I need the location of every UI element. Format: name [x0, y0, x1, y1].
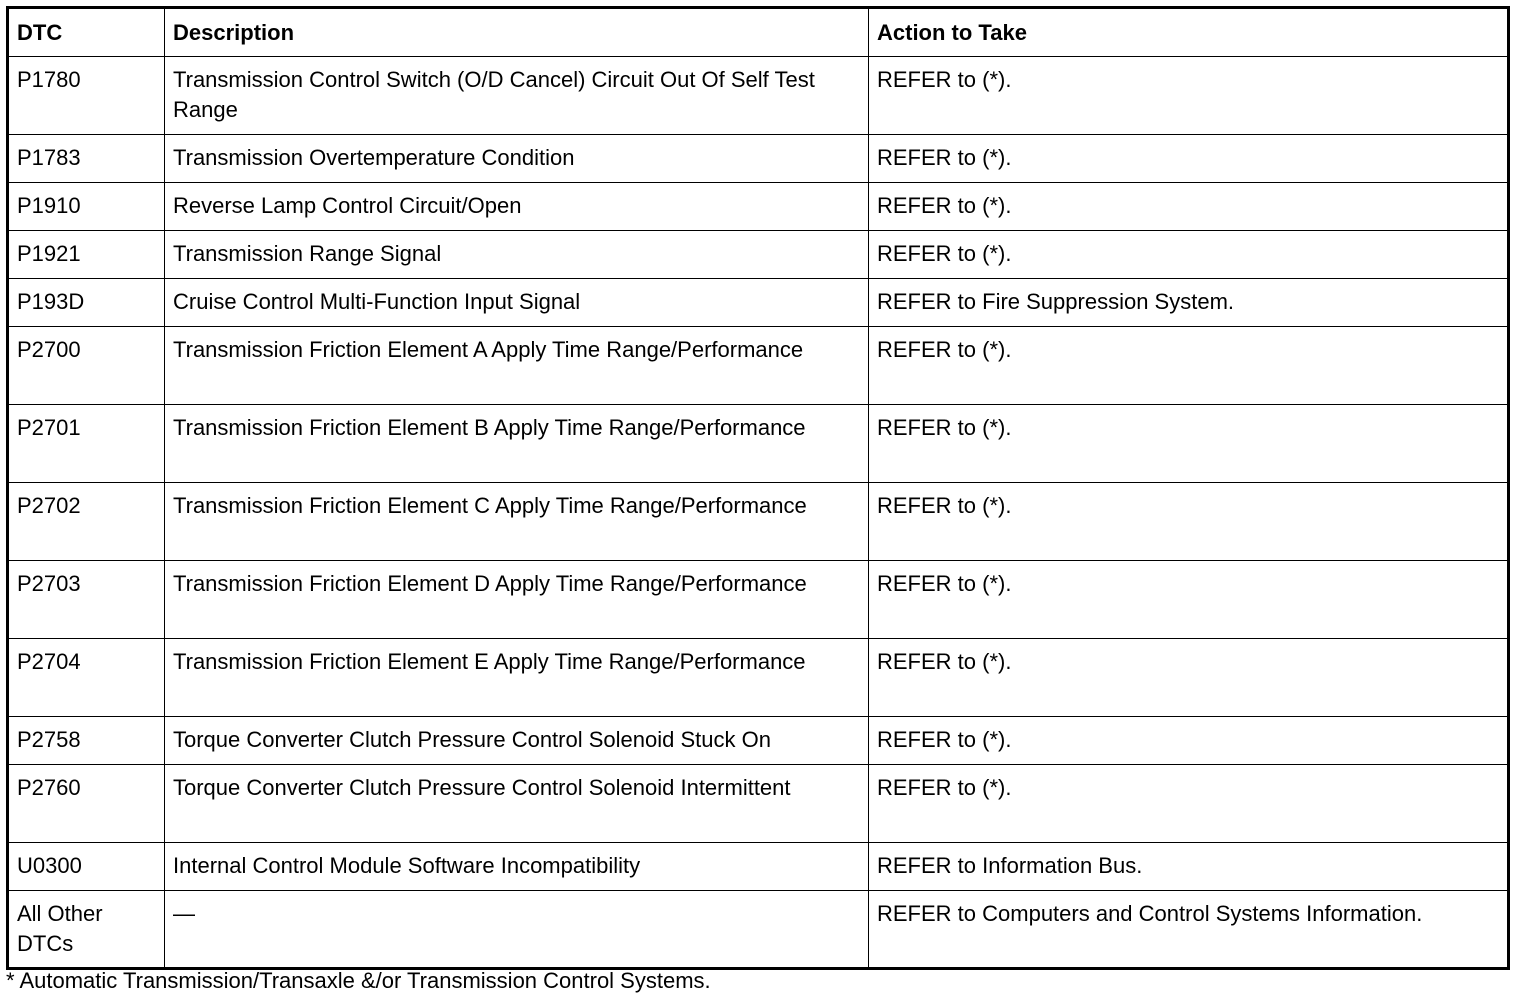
action-cell: REFER to (*). [869, 561, 1509, 639]
description-cell: Torque Converter Clutch Pressure Control Solenoid Intermittent [165, 765, 869, 843]
description-cell: Reverse Lamp Control Circuit/Open [165, 183, 869, 231]
header-description: Description [165, 8, 869, 57]
action-cell: REFER to Computers and Control Systems Information. [869, 891, 1509, 969]
dtc-cell: P2760 [8, 765, 165, 843]
dtc-cell: P1783 [8, 135, 165, 183]
table-row [8, 231, 1509, 279]
action-cell: REFER to Information Bus. [869, 843, 1509, 891]
description-cell: Torque Converter Clutch Pressure Control Solenoid Stuck On [165, 717, 869, 765]
action-cell: REFER to Fire Suppression System. [869, 279, 1509, 327]
header-dtc: DTC [8, 8, 165, 57]
description-cell: Transmission Range Signal [165, 231, 869, 279]
action-cell: REFER to (*). [869, 231, 1509, 279]
action-cell: REFER to (*). [869, 57, 1509, 135]
description-cell: Transmission Control Switch (O/D Cancel) Circuit Out Of Self Test Range [165, 57, 869, 135]
table-row [8, 765, 1509, 843]
table-row [8, 639, 1509, 717]
table-row [8, 327, 1509, 405]
table-row [8, 561, 1509, 639]
dtc-cell: P2758 [8, 717, 165, 765]
dtc-cell: P2701 [8, 405, 165, 483]
table-row [8, 843, 1509, 891]
dtc-cell: P193D [8, 279, 165, 327]
table-row [8, 279, 1509, 327]
action-cell: REFER to (*). [869, 327, 1509, 405]
action-cell: REFER to (*). [869, 405, 1509, 483]
action-cell: REFER to (*). [869, 135, 1509, 183]
dtc-cell: P2704 [8, 639, 165, 717]
table-row [8, 405, 1509, 483]
description-cell: Cruise Control Multi-Function Input Signal [165, 279, 869, 327]
description-cell: Transmission Friction Element E Apply Time Range/Performance [165, 639, 869, 717]
header-action: Action to Take [869, 8, 1509, 57]
table-row [8, 717, 1509, 765]
description-cell: Transmission Friction Element A Apply Time Range/Performance [165, 327, 869, 405]
dtc-cell: P1910 [8, 183, 165, 231]
footnote: * Automatic Transmission/Transaxle &/or Transmission Control Systems. [6, 968, 711, 993]
table-row [8, 57, 1509, 135]
dtc-cell: All Other DTCs [8, 891, 165, 969]
action-cell: REFER to (*). [869, 639, 1509, 717]
table-row [8, 891, 1509, 969]
description-cell: — [165, 891, 869, 969]
description-cell: Transmission Friction Element D Apply Time Range/Performance [165, 561, 869, 639]
dtc-cell: P1780 [8, 57, 165, 135]
table-row [8, 183, 1509, 231]
dtc-cell: P2702 [8, 483, 165, 561]
dtc-cell: P1921 [8, 231, 165, 279]
table-row [8, 135, 1509, 183]
description-cell: Transmission Overtemperature Condition [165, 135, 869, 183]
action-cell: REFER to (*). [869, 483, 1509, 561]
action-cell: REFER to (*). [869, 717, 1509, 765]
dtc-table [6, 6, 1510, 970]
table-row [8, 483, 1509, 561]
description-cell: Transmission Friction Element C Apply Time Range/Performance [165, 483, 869, 561]
action-cell: REFER to (*). [869, 183, 1509, 231]
description-cell: Internal Control Module Software Incompatibility [165, 843, 869, 891]
action-cell: REFER to (*). [869, 765, 1509, 843]
table-header-row [8, 8, 1509, 57]
dtc-cell: P2700 [8, 327, 165, 405]
dtc-cell: P2703 [8, 561, 165, 639]
dtc-cell: U0300 [8, 843, 165, 891]
description-cell: Transmission Friction Element B Apply Time Range/Performance [165, 405, 869, 483]
